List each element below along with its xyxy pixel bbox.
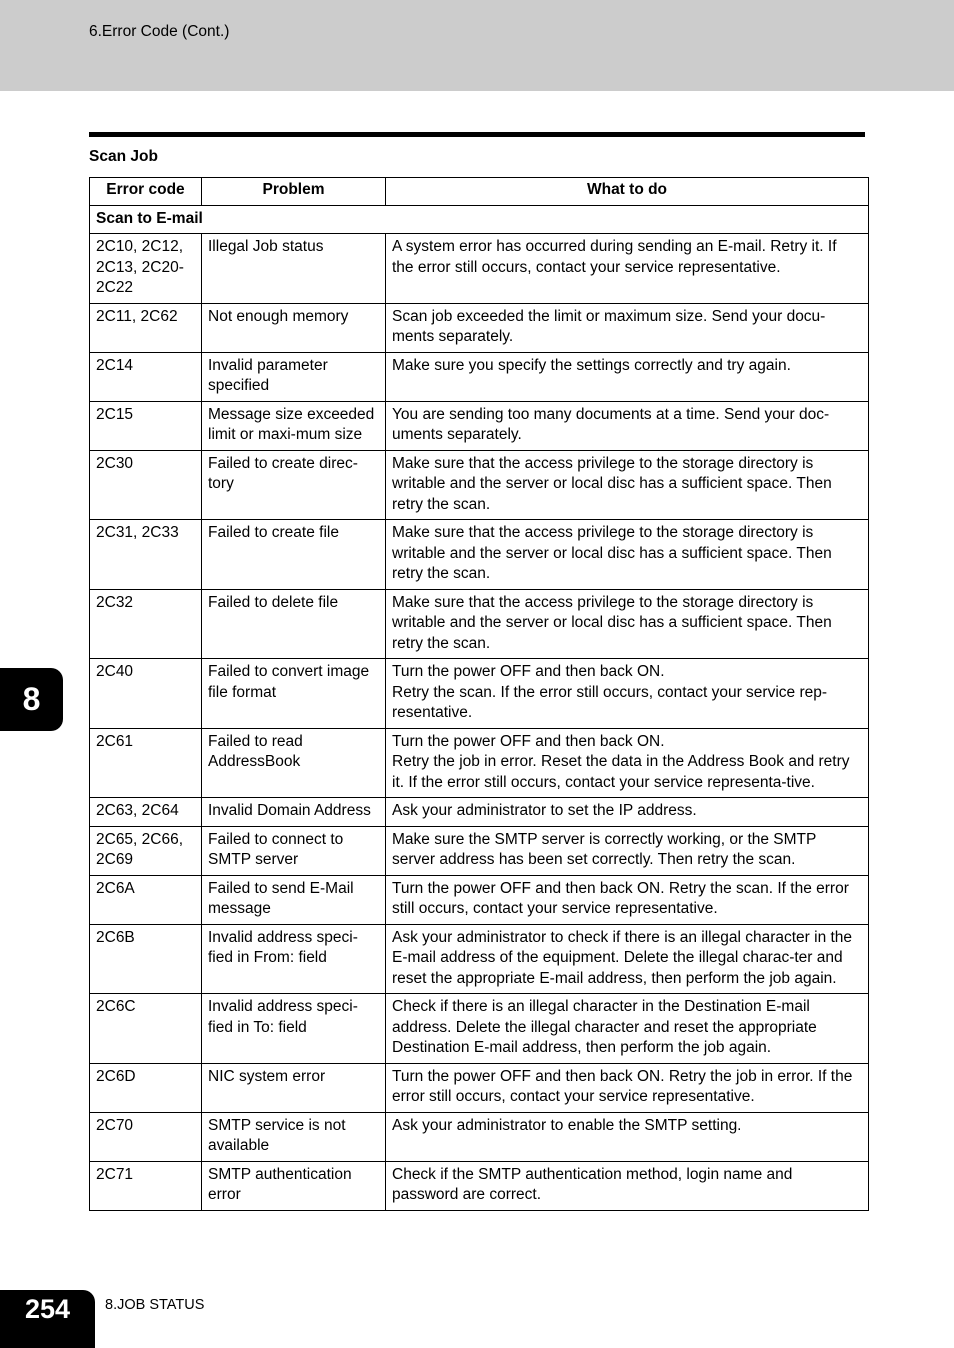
cell-error-code: 2C10, 2C12, 2C13, 2C20-2C22 — [90, 234, 202, 304]
table-row — [90, 352, 869, 401]
cell-what-to-do: Turn the power OFF and then back ON. Retry the scan. If the error still occurs, contact your service rep-resentative. — [386, 659, 869, 729]
cell-what-to-do: Ask your administrator to check if there is an illegal character in the E-mail address of the equipment. Delete the illegal charac-ter and reset the appropriate E-mail address, then perform the job again. — [386, 924, 869, 994]
cell-error-code: 2C6A — [90, 875, 202, 924]
section-divider — [89, 132, 865, 137]
cell-error-code: 2C15 — [90, 401, 202, 450]
cell-what-to-do: Ask your administrator to enable the SMTP setting. — [386, 1112, 869, 1161]
table-row — [90, 1063, 869, 1112]
table-row — [90, 875, 869, 924]
table-row — [90, 450, 869, 520]
cell-error-code: 2C32 — [90, 589, 202, 659]
cell-what-to-do: Make sure you specify the settings correctly and try again. — [386, 352, 869, 401]
table-header-row — [90, 178, 869, 206]
cell-problem: Message size exceeded limit or maxi-mum size — [202, 401, 386, 450]
column-header-problem: Problem — [202, 178, 386, 206]
cell-error-code: 2C6C — [90, 994, 202, 1064]
cell-error-code: 2C31, 2C33 — [90, 520, 202, 590]
footer-chapter-label: 8.JOB STATUS — [105, 1297, 205, 1313]
cell-what-to-do: Check if the SMTP authentication method, login name and password are correct. — [386, 1161, 869, 1210]
cell-problem: Illegal Job status — [202, 234, 386, 304]
table-row — [90, 303, 869, 352]
cell-problem: Failed to send E-Mail message — [202, 875, 386, 924]
cell-what-to-do: Turn the power OFF and then back ON. Retry the job in error. If the error still occurs, contact your service representative. — [386, 1063, 869, 1112]
cell-what-to-do: Make sure that the access privilege to the storage directory is writable and the server or local disc has a sufficient space. Then retry the scan. — [386, 450, 869, 520]
table-row — [90, 659, 869, 729]
cell-problem: SMTP service is not available — [202, 1112, 386, 1161]
table-row — [90, 798, 869, 827]
table-row — [90, 520, 869, 590]
section-title: Scan Job — [89, 148, 158, 165]
cell-error-code: 2C70 — [90, 1112, 202, 1161]
cell-error-code: 2C14 — [90, 352, 202, 401]
cell-error-code: 2C6B — [90, 924, 202, 994]
page-number: 254 — [0, 1290, 95, 1348]
cell-problem: Failed to convert image file format — [202, 659, 386, 729]
cell-what-to-do: Make sure that the access privilege to the storage directory is writable and the server or local disc has a sufficient space. Then retry the scan. — [386, 520, 869, 590]
cell-problem: Failed to connect to SMTP server — [202, 826, 386, 875]
cell-what-to-do: You are sending too many documents at a time. Send your doc-uments separately. — [386, 401, 869, 450]
header-band — [0, 0, 954, 91]
cell-error-code: 2C40 — [90, 659, 202, 729]
cell-problem: NIC system error — [202, 1063, 386, 1112]
cell-what-to-do: Check if there is an illegal character in the Destination E-mail address. Delete the illegal character and reset the appropriate Destination E-mail address, then perform the job again. — [386, 994, 869, 1064]
cell-error-code: 2C63, 2C64 — [90, 798, 202, 827]
column-header-what-to-do: What to do — [386, 178, 869, 206]
cell-problem: Invalid address speci-fied in From: field — [202, 924, 386, 994]
cell-problem: SMTP authentication error — [202, 1161, 386, 1210]
cell-error-code: 2C6D — [90, 1063, 202, 1112]
cell-error-code: 2C30 — [90, 450, 202, 520]
cell-problem: Invalid address speci-fied in To: field — [202, 994, 386, 1064]
error-code-table — [89, 177, 869, 1211]
chapter-tab: 8 — [0, 668, 63, 731]
cell-what-to-do: Turn the power OFF and then back ON. Retry the scan. If the error still occurs, contact your service representative. — [386, 875, 869, 924]
table-row — [90, 234, 869, 304]
cell-what-to-do: Turn the power OFF and then back ON. Retry the job in error. Reset the data in the Address Book and retry it. If the error still occurs, contact your service representa-tive. — [386, 728, 869, 798]
group-label: Scan to E-mail — [90, 205, 869, 234]
cell-problem: Invalid parameter specified — [202, 352, 386, 401]
cell-problem: Not enough memory — [202, 303, 386, 352]
cell-problem: Invalid Domain Address — [202, 798, 386, 827]
page-header-title: 6.Error Code (Cont.) — [89, 23, 230, 40]
cell-what-to-do: A system error has occurred during sending an E-mail. Retry it. If the error still occurs, contact your service representative. — [386, 234, 869, 304]
table-row — [90, 1112, 869, 1161]
cell-problem: Failed to delete file — [202, 589, 386, 659]
cell-error-code: 2C65, 2C66, 2C69 — [90, 826, 202, 875]
cell-error-code: 2C11, 2C62 — [90, 303, 202, 352]
table-row — [90, 1161, 869, 1210]
cell-problem: Failed to create file — [202, 520, 386, 590]
cell-error-code: 2C71 — [90, 1161, 202, 1210]
table-row — [90, 589, 869, 659]
table-row — [90, 826, 869, 875]
cell-problem: Failed to create direc-tory — [202, 450, 386, 520]
cell-what-to-do: Scan job exceeded the limit or maximum size. Send your docu-ments separately. — [386, 303, 869, 352]
cell-what-to-do: Make sure the SMTP server is correctly working, or the SMTP server address has been set correctly. Then retry the scan. — [386, 826, 869, 875]
table-group-row — [90, 205, 869, 234]
cell-problem: Failed to read AddressBook — [202, 728, 386, 798]
table-row — [90, 401, 869, 450]
cell-what-to-do: Make sure that the access privilege to the storage directory is writable and the server or local disc has a sufficient space. Then retry the scan. — [386, 589, 869, 659]
cell-what-to-do: Ask your administrator to set the IP address. — [386, 798, 869, 827]
table-row — [90, 728, 869, 798]
cell-error-code: 2C61 — [90, 728, 202, 798]
table-row — [90, 994, 869, 1064]
column-header-error-code: Error code — [90, 178, 202, 206]
table-row — [90, 924, 869, 994]
